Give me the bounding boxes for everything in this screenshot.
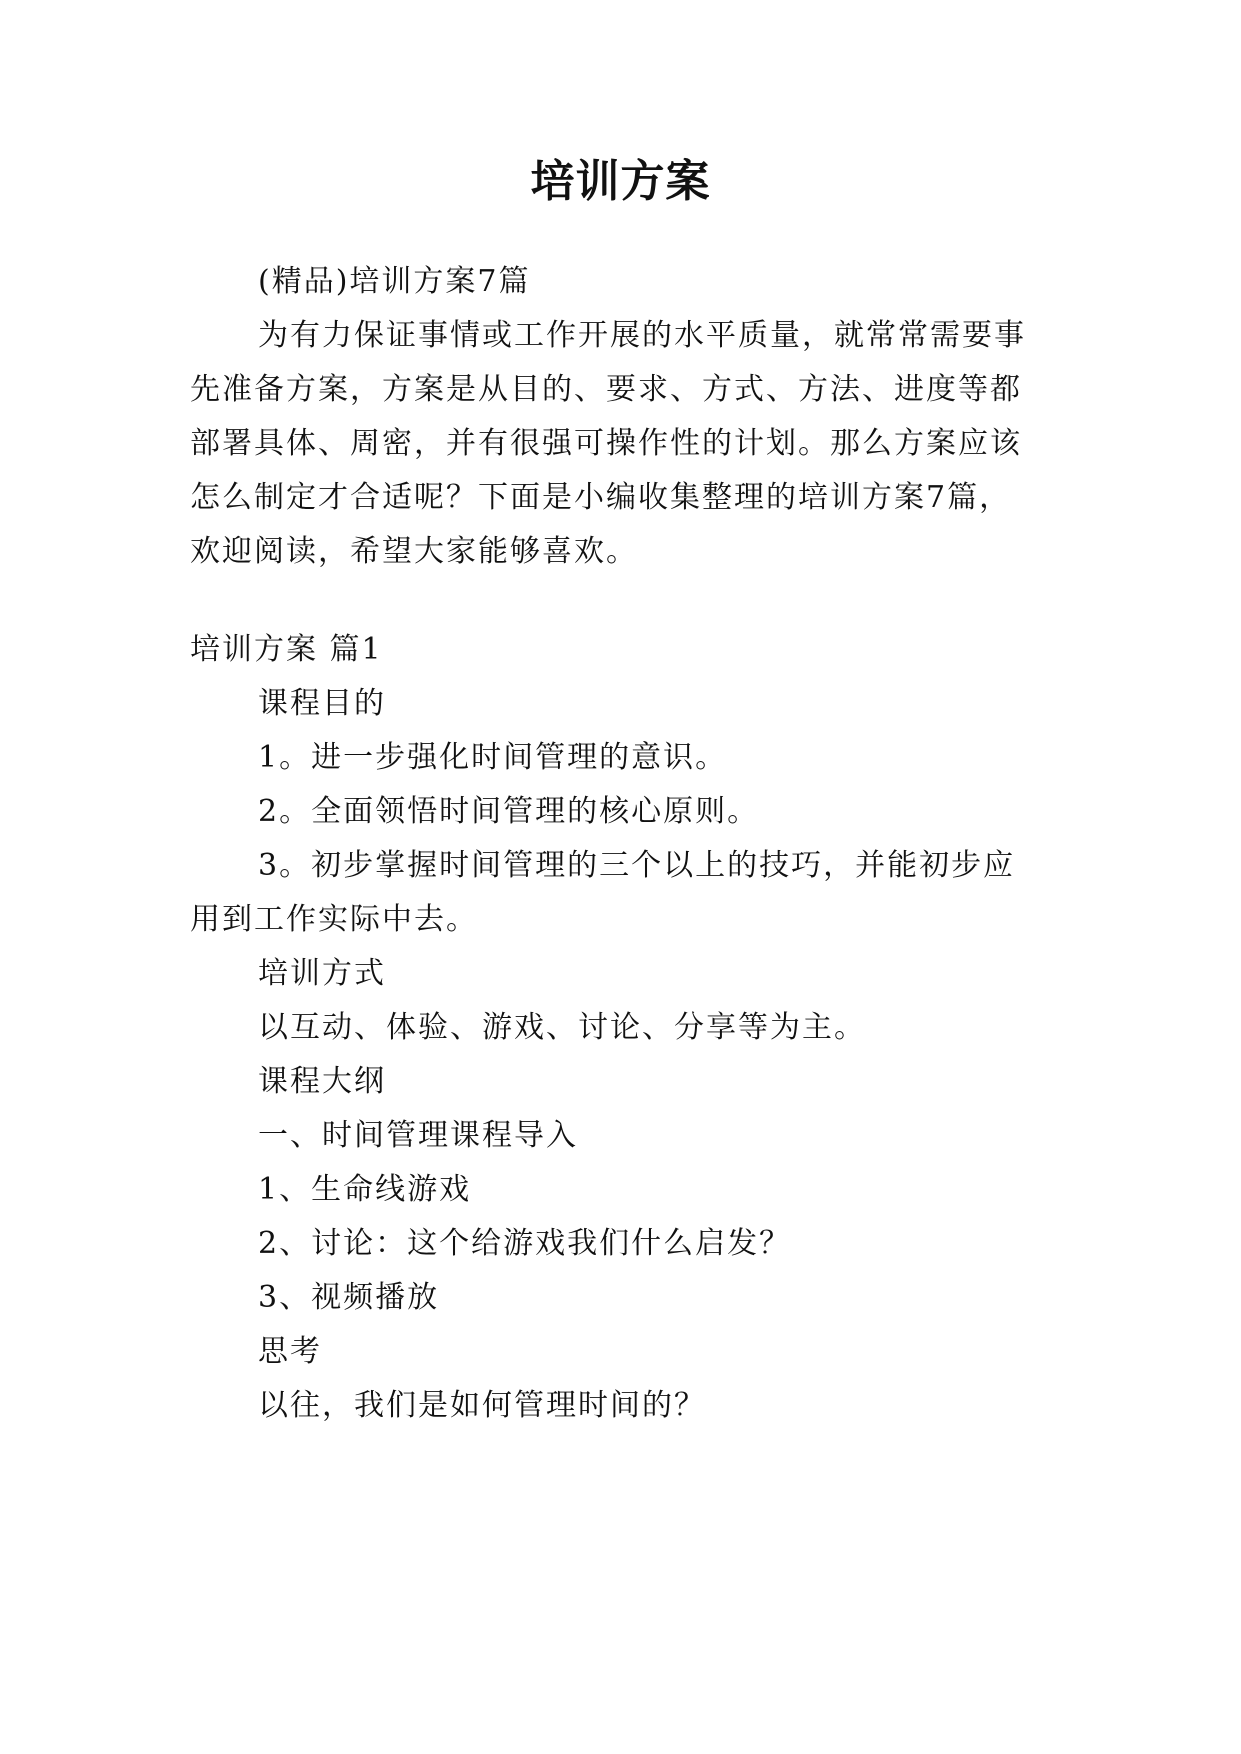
section-line-9: 一、时间管理课程导入 [258, 1118, 578, 1153]
intro-paragraph-line-4: 怎么制定才合适呢？下面是小编收集整理的培训方案7篇， [190, 480, 1012, 515]
section-line-12: 3、视频播放 [258, 1280, 440, 1315]
intro-paragraph-line-1: 为有力保证事情或工作开展的水平质量，就常常需要事 [258, 318, 1026, 353]
section-heading: 培训方案 篇1 [190, 632, 383, 667]
section-line-3: 2。全面领悟时间管理的核心原则。 [258, 794, 760, 829]
intro-line: (精品)培训方案7篇 [258, 264, 531, 299]
section-line-4: 3。初步掌握时间管理的三个以上的技巧，并能初步应 [258, 848, 1016, 883]
section-line-8: 课程大纲 [258, 1064, 386, 1099]
intro-paragraph-line-3: 部署具体、周密，并有很强可操作性的计划。那么方案应该 [190, 426, 1022, 461]
intro-paragraph-line-5: 欢迎阅读，希望大家能够喜欢。 [190, 534, 638, 569]
section-line-6: 培训方式 [258, 956, 386, 991]
section-line-11: 2、讨论：这个给游戏我们什么启发？ [258, 1226, 792, 1261]
section-line-2: 1。进一步强化时间管理的意识。 [258, 740, 728, 775]
section-line-7: 以互动、体验、游戏、讨论、分享等为主。 [258, 1010, 866, 1045]
section-line-10: 1、生命线游戏 [258, 1172, 472, 1207]
section-line-5: 用到工作实际中去。 [190, 902, 478, 937]
document-title: 培训方案 [530, 156, 711, 207]
section-line-14: 以往，我们是如何管理时间的？ [258, 1388, 706, 1423]
section-line-1: 课程目的 [258, 686, 386, 721]
section-line-13: 思考 [258, 1334, 322, 1369]
intro-paragraph-line-2: 先准备方案，方案是从目的、要求、方式、方法、进度等都 [190, 372, 1022, 407]
